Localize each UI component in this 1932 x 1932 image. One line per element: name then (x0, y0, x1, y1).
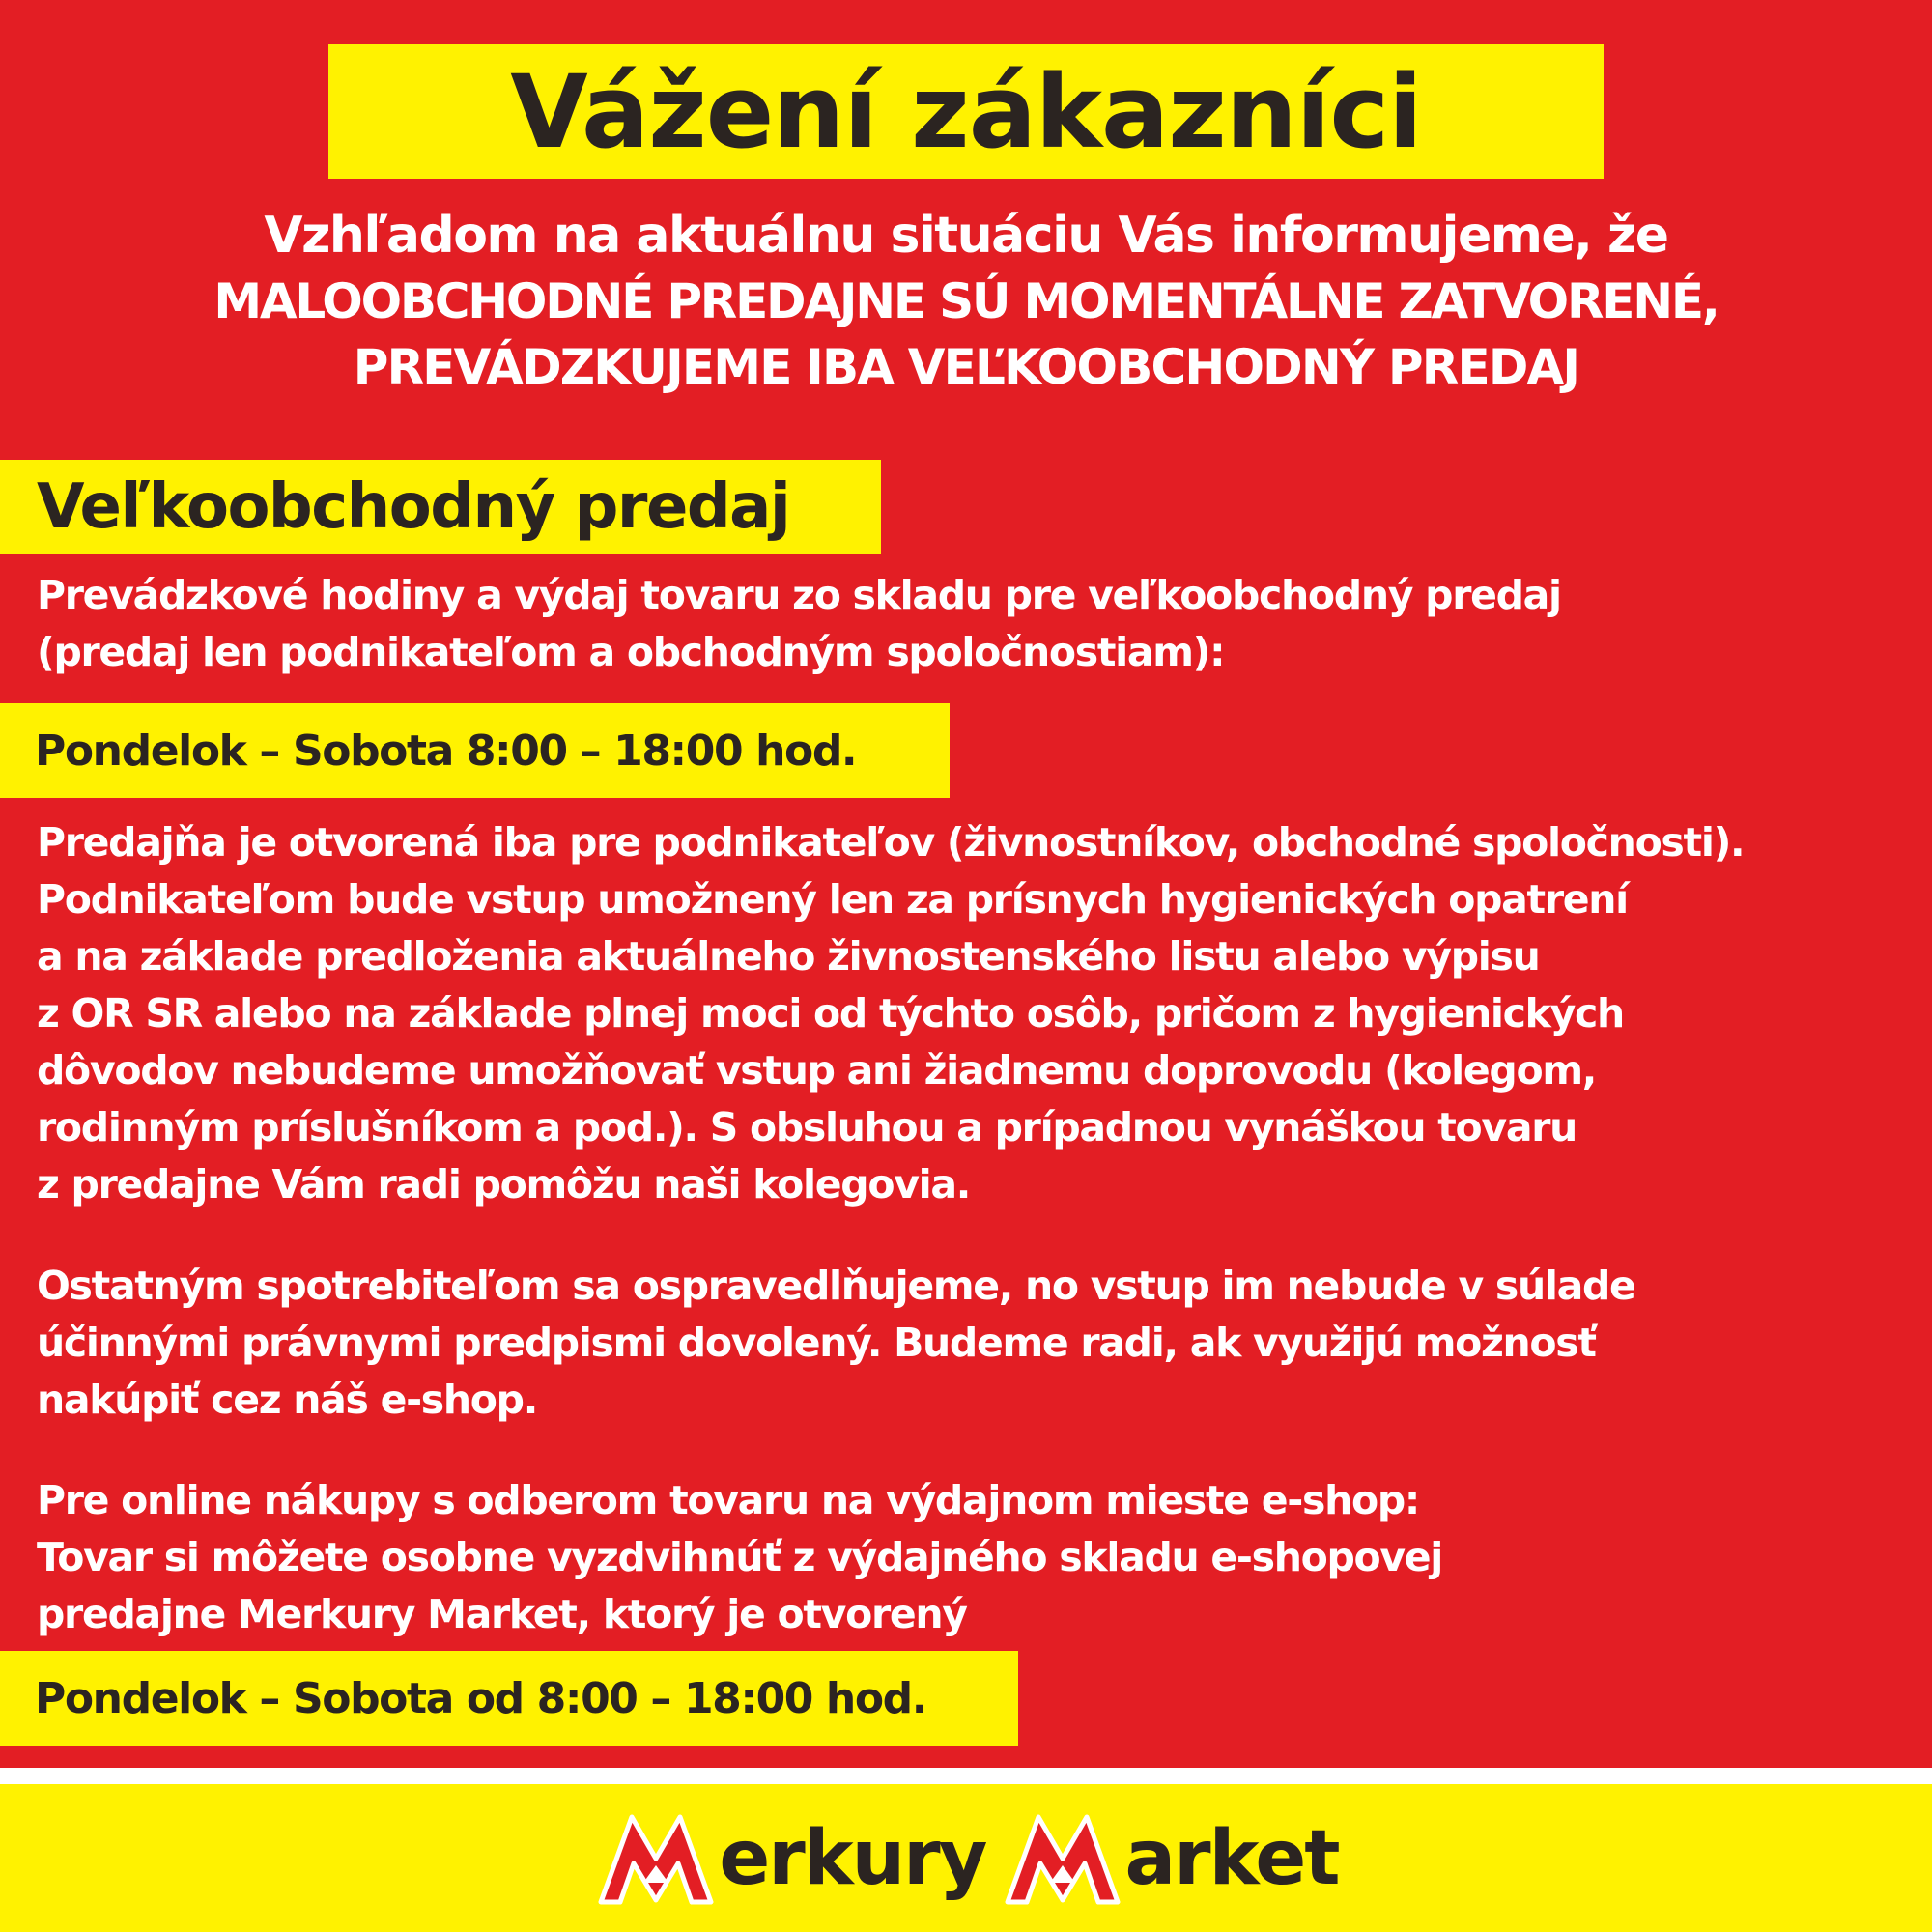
text-line: z predajne Vám radi pomôžu naši kolegovia. (37, 1161, 971, 1208)
wholesale-info (37, 814, 1920, 1213)
intro-notice (0, 203, 1932, 400)
consumers-notice (37, 1258, 1920, 1429)
text-line: nakúpiť cez náš e-shop. (37, 1377, 537, 1423)
text-line: Ostatným spotrebiteľom sa ospravedlňujeme, no vstup im nebude v súlade (37, 1263, 1635, 1309)
text-line: účinnými právnymi predpismi dovolený. Budeme radi, ak využijú možnosť (37, 1320, 1596, 1366)
text-line: Tovar si môžete osobne vyzdvihnúť z výdajného skladu e-shopovej (37, 1534, 1443, 1580)
eshop-notice (37, 1472, 1920, 1643)
merkury-market-logo (593, 1796, 1338, 1921)
title-banner (328, 44, 1604, 179)
merkury-m-logo-icon (1000, 1805, 1125, 1912)
text-line: Pre online nákupy s odberom tovaru na výdajnom mieste e-shop: (37, 1477, 1420, 1523)
merkury-m-logo-icon (593, 1805, 719, 1912)
text-line: rodinným príslušníkom a pod.). S obsluhou a prípadnou vynáškou tovaru (37, 1104, 1577, 1151)
eshop-hours: Pondelok – Sobota od 8:00 – 18:00 hod. (35, 1673, 927, 1723)
intro-line-2: MALOOBCHODNÉ PREDAJNE SÚ MOMENTÁLNE ZATVORENÉ, (213, 273, 1719, 329)
text-line: Podnikateľom bude vstup umožnený len za prísnych hygienických opatrení (37, 876, 1628, 923)
wholesale-hours: Pondelok – Sobota 8:00 – 18:00 hod. (35, 725, 857, 776)
intro-line-3: PREVÁDZKUJEME IBA VEĽKOOBCHODNÝ PREDAJ (353, 339, 1579, 395)
text-line: Prevádzkové hodiny a výdaj tovaru zo skladu pre veľkoobchodný predaj (37, 572, 1561, 618)
footer-divider (0, 1768, 1932, 1784)
logo-word-2: arket (1124, 1814, 1339, 1902)
wholesale-heading: Veľkoobchodný predaj (37, 471, 790, 543)
text-line: (predaj len podnikateľom a obchodným spoločnostiam): (37, 629, 1225, 675)
eshop-hours-banner (0, 1651, 1018, 1746)
wholesale-heading-banner (0, 460, 881, 554)
footer-bar (0, 1784, 1932, 1932)
text-line: z OR SR alebo na základe plnej moci od týchto osôb, pričom z hygienických (37, 990, 1624, 1037)
wholesale-hours-banner (0, 703, 950, 798)
text-line: predajne Merkury Market, ktorý je otvorený (37, 1591, 967, 1637)
logo-word-1: erkury (719, 1814, 986, 1902)
wholesale-description (37, 567, 1920, 681)
text-line: dôvodov nebudeme umožňovať vstup ani žiadnemu doprovodu (kolegom, (37, 1047, 1597, 1094)
text-line: a na základe predloženia aktuálneho živnostenského listu alebo výpisu (37, 933, 1540, 980)
page-title: Vážení zákazníci (510, 52, 1422, 171)
intro-line-1: Vzhľadom na aktuálnu situáciu Vás informujeme, že (264, 207, 1668, 265)
text-line: Predajňa je otvorená iba pre podnikateľov (živnostníkov, obchodné spoločnosti). (37, 819, 1745, 866)
